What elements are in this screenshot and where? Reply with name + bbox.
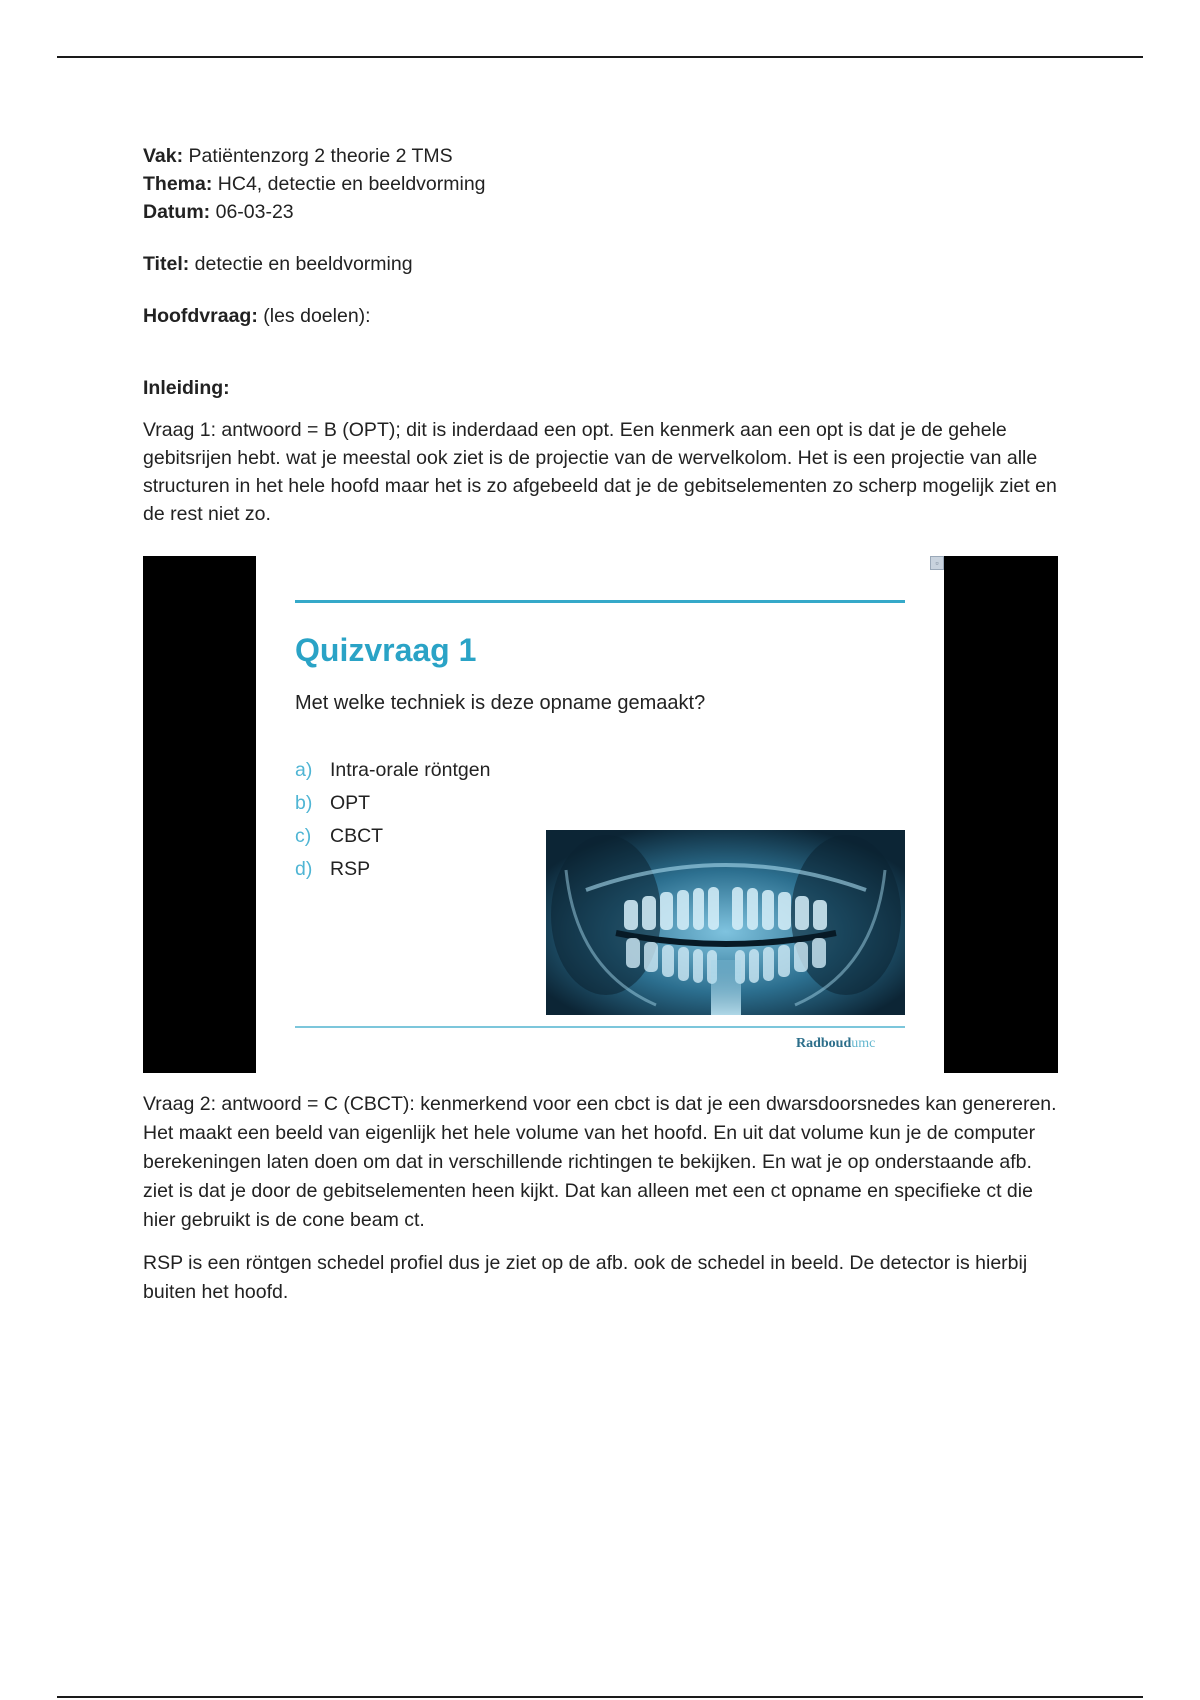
slide-question: Met welke techniek is deze opname gemaakt? xyxy=(295,692,706,714)
vraag1-paragraph: Vraag 1: antwoord = B (OPT); dit is inderdaad een opt. Een kenmerk aan een opt is dat je de gehele gebitsrijen hebt. wat je meestal ook ziet is de projectie van de wervelkolom. Het is een projectie van alle structuren in het hele hoofd maar het is zo afgebeeld dat je de gebitselementen zo scherp mogelijk ziet en de rest niet zo. xyxy=(143,419,1057,525)
quiz-slide-image xyxy=(143,556,1058,1073)
option-d: d) RSP xyxy=(295,858,371,880)
slide xyxy=(256,556,944,1073)
titel-line: Titel: detectie en beeldvorming xyxy=(143,253,413,275)
thema-line: Thema: HC4, detectie en beeldvorming xyxy=(143,173,486,195)
option-b: b) OPT xyxy=(295,792,371,814)
option-c: c) CBCT xyxy=(295,825,384,847)
top-rule xyxy=(57,56,1143,58)
slide-top-bar xyxy=(295,600,905,603)
document-body xyxy=(143,142,1063,528)
image-corner-icon: ▫ xyxy=(930,556,944,570)
vraag2-paragraph: Vraag 2: antwoord = C (CBCT): kenmerkend voor een cbct is dat je een dwarsdoorsnedes kan genereren. Het maakt een beeld van eigenlijk het hele volume van het hoofd. En uit dat volume kun je de computer berekeningen laten doen om dat in verschillende richtingen te bekijken. En wat je op onderstaande afb. ziet is dat je door de gebitselementen heen kijkt. Dat kan alleen met een ct opname en specifieke ct die hier gebruikt is de cone beam ct. xyxy=(143,1093,1057,1231)
inleiding-heading: Inleiding: xyxy=(143,377,230,399)
rsp-paragraph: RSP is een röntgen schedel profiel dus je ziet op de afb. ook de schedel in beeld. De detector is hierbij buiten het hoofd. xyxy=(143,1252,1028,1303)
datum-line: Datum: 06-03-23 xyxy=(143,201,294,223)
slide-options xyxy=(295,754,490,886)
hoofdvraag-line: Hoofdvraag: (les doelen): xyxy=(143,305,371,327)
slide-title: Quizvraag 1 xyxy=(295,632,477,668)
vak-line: Vak: Patiëntenzorg 2 theorie 2 TMS xyxy=(143,145,453,167)
radboudumc-logo: Radboudumc xyxy=(796,1036,876,1051)
slide-bottom-bar xyxy=(295,1026,905,1028)
bottom-rule xyxy=(57,1696,1143,1698)
option-a: a) Intra-orale röntgen xyxy=(295,759,491,781)
answers-section xyxy=(143,1090,1063,1307)
panoramic-xray-image xyxy=(546,830,905,1015)
